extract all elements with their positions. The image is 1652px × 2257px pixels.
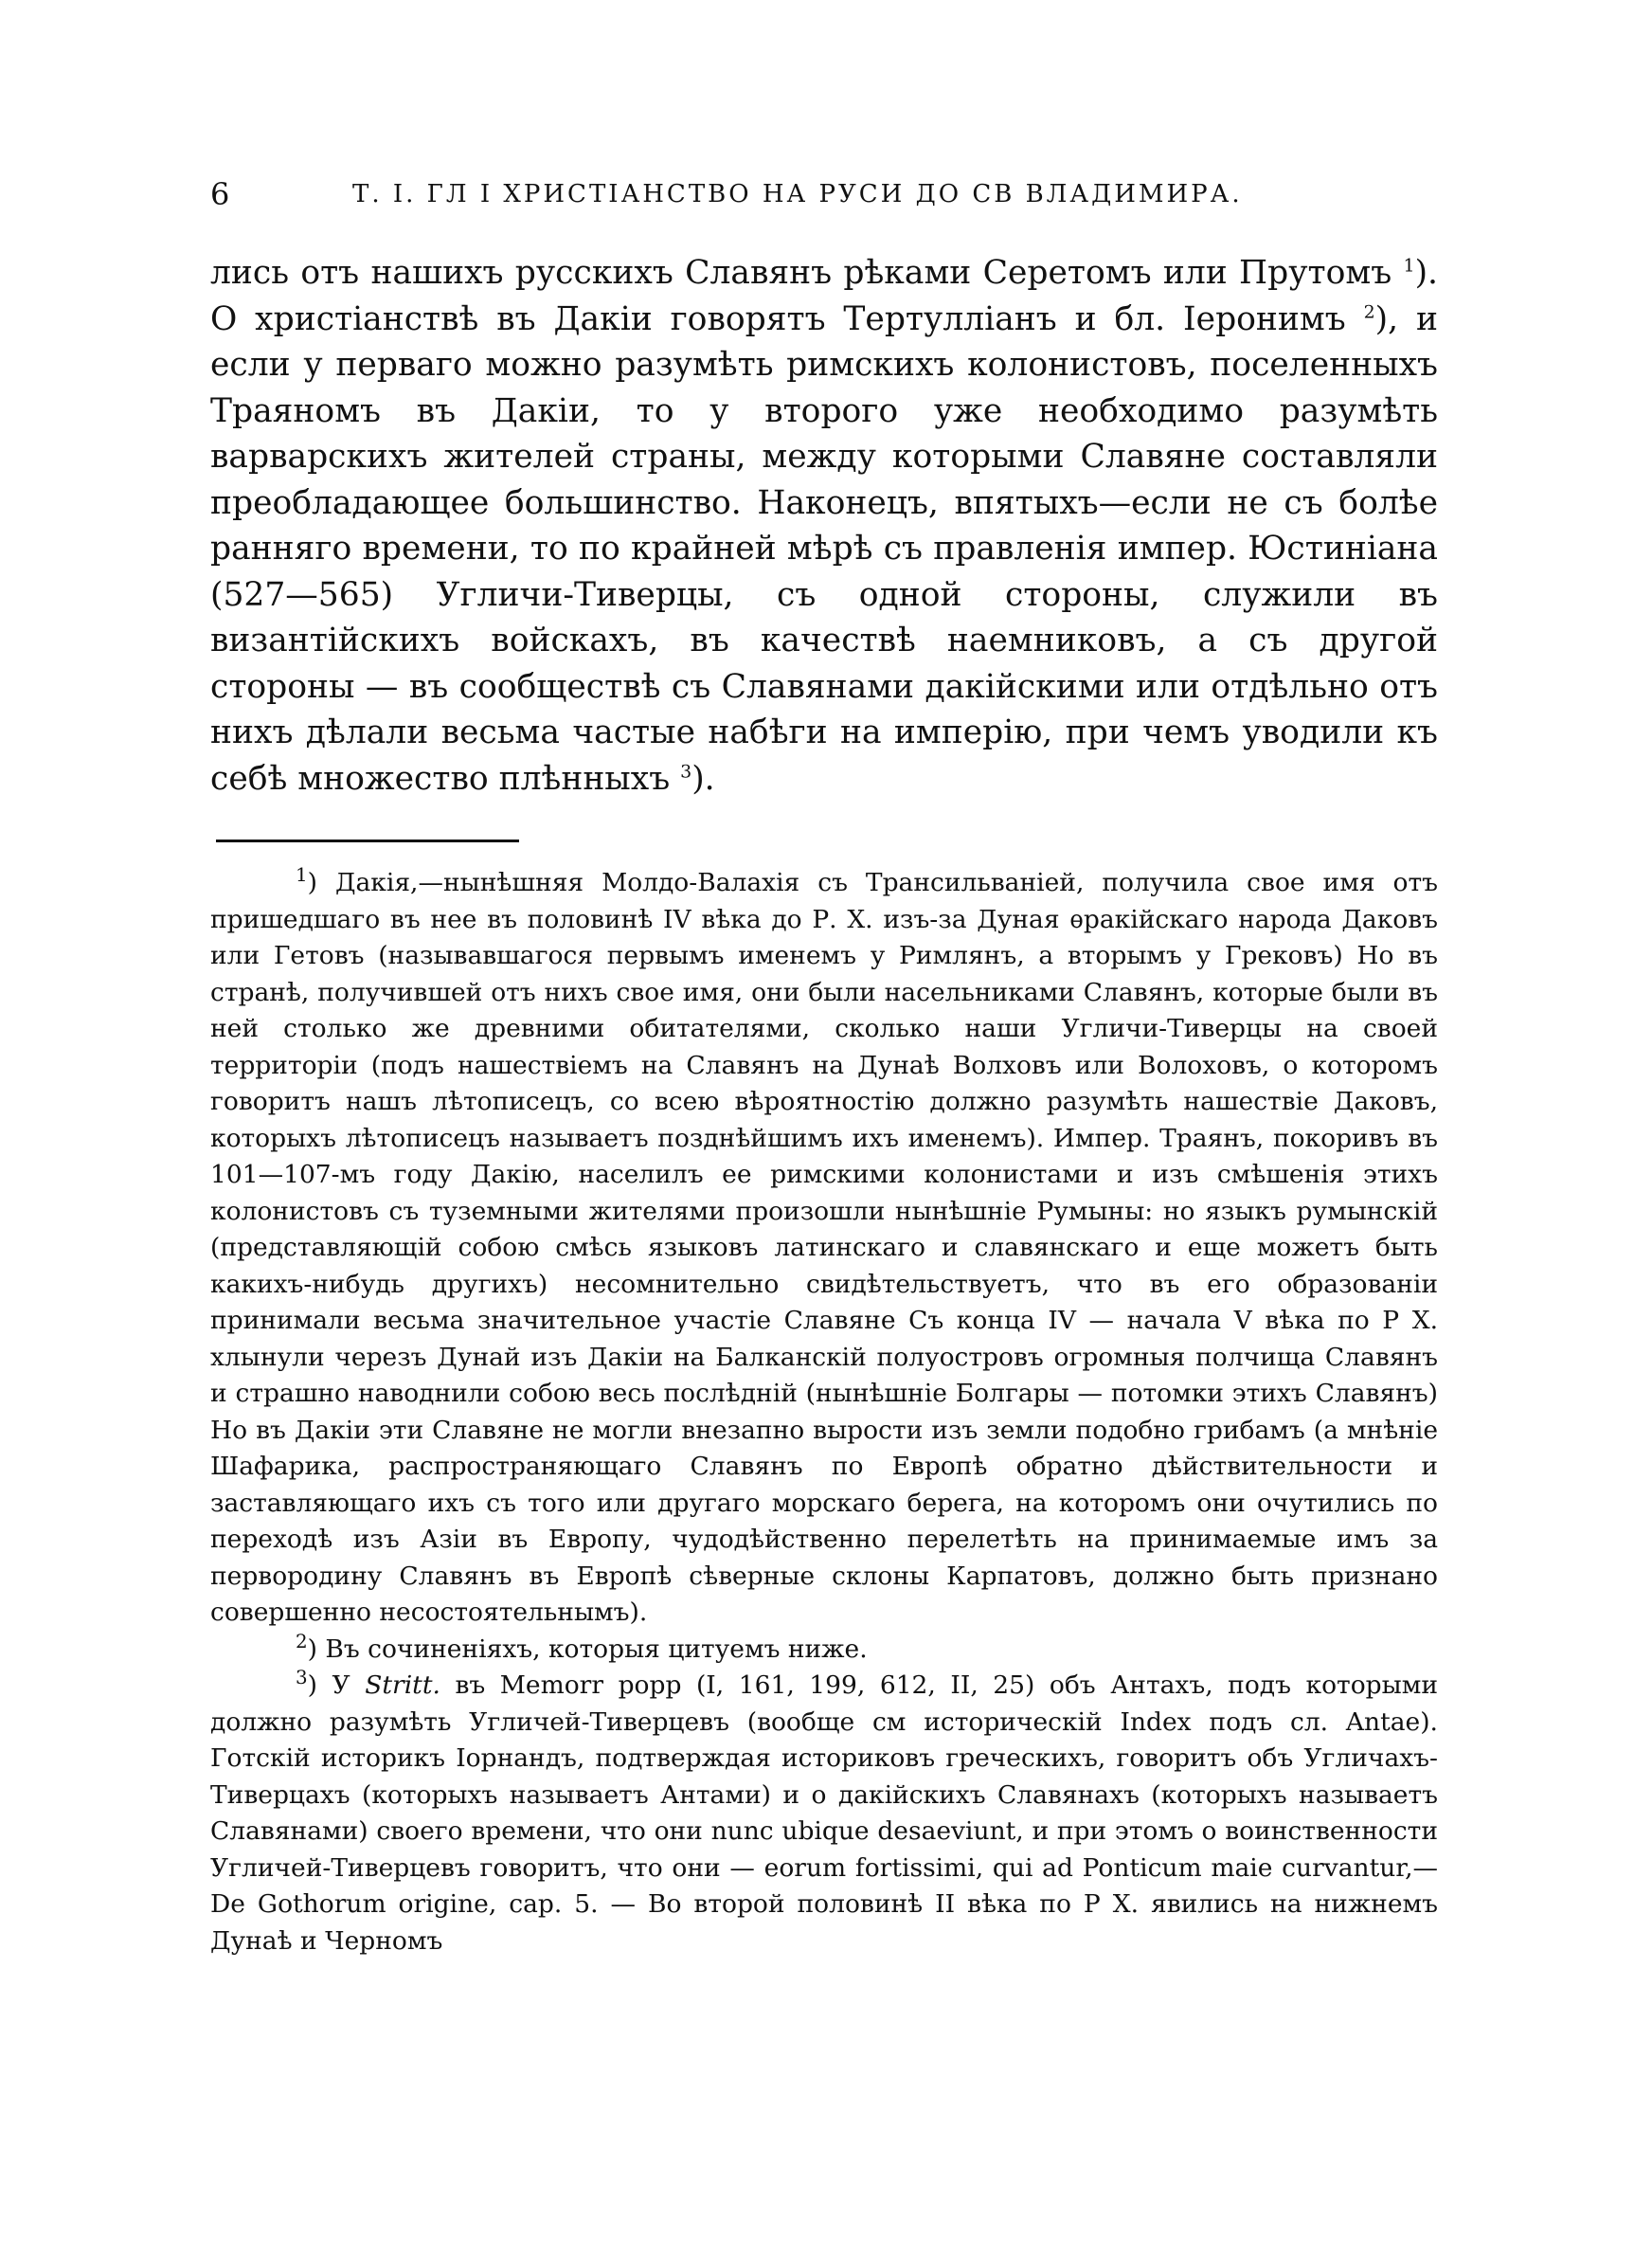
footnote-1-mark: 1 [296, 864, 308, 887]
main-text-part-2: ). О христіанствѣ въ Дакіи говорятъ Тертулліанъ и бл. Іеронимъ [210, 254, 1438, 338]
footnote-2 [210, 1632, 1438, 1669]
footnote-ref-3: 3 [680, 761, 692, 782]
footnote-3-text-b: въ Memorr popp (I, 161, 199, 612, II, 25) объ Антахъ, подъ которыми должно разумѣть Угличей-Тиверцевъ (вообще см историческій Index подъ сл. Antae). Готскій историкъ Іорнандъ, подтверждая историковъ греческихъ, говоритъ объ Угличахъ-Тиверцахъ (которыхъ называетъ Антами) и о дакійскихъ Славянахъ (которыхъ называетъ Славянами) своего времени, что они nunc ubique desaeviunt, и при этомъ о воинственности Угличей-Тиверцевъ говоритъ, что они — eorum fortissimi, qui ad Ponticum maie curvantur,—De Gothorum origine, cap. 5. — Во второй половинѣ II вѣка по Р Х. явились на нижнемъ Дунаѣ и Черномъ [210, 1670, 1438, 1956]
main-text [210, 250, 1438, 802]
footnote-divider [216, 840, 519, 842]
footnote-1 [210, 865, 1438, 1632]
footnote-3-author: Stritt. [365, 1670, 440, 1700]
main-text-part-3: ), и если у перваго можно разумѣть римскихъ колонистовъ, поселенныхъ Траяномъ въ Дакіи, то у второго уже необходимо разумѣть варварскихъ жителей страны, между которыми Славяне составляли преобладающее большинство. Наконецъ, впятыхъ—если не съ болѣе ранняго времени, то по крайней мѣрѣ съ правленія импер. Юстиніана (527—565) Угличи-Тиверцы, съ одной стороны, служили въ византійскихъ войскахъ, въ качествѣ наемниковъ, а съ другой стороны — въ сообществѣ съ Славянами дакійскими или отдѣльно отъ нихъ дѣлали весьма частые набѣги на имперію, при чемъ уводили къ себѣ множество плѣнныхъ [210, 299, 1438, 798]
footnote-3-text-a: ) У [307, 1670, 366, 1700]
running-title: Т. I. ГЛ I ХРИСТІАНСТВО НА РУСИ ДО СВ ВЛАДИМИРА. [352, 180, 1243, 208]
footnote-ref-2: 2 [1363, 301, 1375, 322]
footnote-ref-1: 1 [1403, 255, 1415, 277]
footnote-2-mark: 2 [296, 1630, 308, 1652]
main-paragraph [210, 250, 1438, 802]
footnotes [210, 865, 1438, 1959]
main-text-part-4: ). [691, 759, 715, 798]
footnote-2-text: ) Въ сочиненіяхъ, которыя цитуемъ ниже. [307, 1634, 868, 1664]
footnote-3 [210, 1668, 1438, 1959]
main-text-part-1: лись отъ нашихъ русскихъ Славянъ рѣками Серетомъ или Прутомъ [210, 254, 1404, 292]
book-page [210, 176, 1438, 1959]
footnote-3-mark: 3 [296, 1667, 308, 1689]
running-head [210, 176, 1438, 224]
footnote-1-text: ) Дакія,—нынѣшняя Молдо-Валахія съ Трансильваніей, получила свое имя отъ пришедшаго въ нее въ половинѣ IV вѣка до Р. Х. изъ-за Дуная ѳракійскаго народа Даковъ или Гетовъ (называвшагося первымъ именемъ у Римлянъ, а вторымъ у Грековъ) Но въ странѣ, получившей отъ нихъ свое имя, они были насельниками Славянъ, которые были въ ней столько же древними обитателями, сколько наши Угличи-Тиверцы на своей территоріи (подъ нашествіемъ на Славянъ на Дунаѣ Волховъ или Волоховъ, о которомъ говоритъ нашъ лѣтописецъ, со всею вѣроятностію должно разумѣть нашествіе Даковъ, которыхъ лѣтописецъ называетъ позднѣйшимъ ихъ именемъ). Импер. Траянъ, покоривъ въ 101—107-мъ году Дакію, населилъ ее римскими колонистами и изъ смѣшенія этихъ колонистовъ съ туземными жителями произошли нынѣшніе Румыны: но языкъ румынскій (представляющій собою смѣсь языковъ латинскаго и славянскаго и еще можетъ быть какихъ-нибудь другихъ) несомнительно свидѣтельствуетъ, что въ его образованіи принимали весьма значительное участіе Славяне Съ конца IV — начала V вѣка по Р Х. хлынули черезъ Дунай изъ Дакіи на Балканскій полуостровъ огромныя полчища Славянъ и страшно наводнили собою весь послѣдній (нынѣшніе Болгары — потомки этихъ Славянъ) Но въ Дакіи эти Славяне не могли внезапно вырости изъ земли подобно грибамъ (а мнѣніе Шафарика, распространяющаго Славянъ по Европѣ обратно дѣйствительности и заставляющаго ихъ съ того или другаго морскаго берега, на которомъ они очутились по переходѣ изъ Азіи въ Европу, чудодѣйственно перелетѣть на принимаемые имъ за первородину Славянъ въ Европѣ сѣверные склоны Карпатовъ, должно быть признано совершенно несостоятельнымъ). [210, 868, 1438, 1627]
page-number: 6 [210, 176, 233, 212]
